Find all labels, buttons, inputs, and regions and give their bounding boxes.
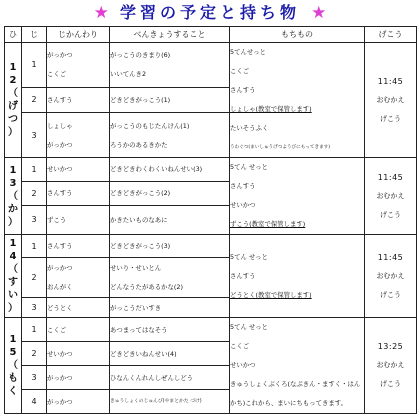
subject-cell: せいかつ bbox=[47, 342, 110, 366]
table-row bbox=[5, 235, 417, 258]
header-activity: べんきょうすること bbox=[110, 27, 230, 43]
subject-cell: こくご bbox=[47, 318, 110, 342]
period-cell: 2 bbox=[22, 181, 47, 205]
subject-cell: がっかつ bbox=[47, 390, 110, 414]
table-row bbox=[5, 158, 417, 182]
header-period: じ bbox=[22, 27, 47, 43]
title-text: 学習の予定と持ち物 bbox=[119, 3, 300, 22]
schedule-table bbox=[4, 26, 417, 414]
items-cell: 5てん せっと こくご せいかつ きゅうしょくぶくろ(なぷきん・ますく・はん かち)これから、まいにちもってきます。 bbox=[230, 318, 365, 414]
day-cell: 1 4 （ す い ） bbox=[5, 235, 22, 318]
subject-cell: がっかつ こくご bbox=[47, 43, 110, 88]
items-cell: 5てん せっと さんすう せいかつ ずこう(教室で保管します) bbox=[230, 158, 365, 235]
activity-cell: かきたいものなあに bbox=[110, 205, 230, 234]
subject-cell: しょしゃ がっかつ bbox=[47, 113, 110, 158]
subject-cell: さんすう bbox=[47, 235, 110, 258]
period-cell: 2 bbox=[22, 342, 47, 366]
period-cell: 1 bbox=[22, 158, 47, 182]
period-cell: 3 bbox=[22, 298, 47, 318]
activity-cell: どきどきがっこう(2) bbox=[110, 181, 230, 205]
activity-cell: がっこうのきまり(6) いいてんき2 bbox=[110, 43, 230, 88]
activity-cell: がっこうのもじたんけん(1) ろうかのあるきかた bbox=[110, 113, 230, 158]
star-icon: ★ bbox=[311, 3, 327, 23]
home-cell: 13:25 おむかえ げこう bbox=[365, 318, 417, 414]
header-day: ひ bbox=[5, 27, 22, 43]
home-cell: 11:45 おむかえ げこう bbox=[365, 158, 417, 235]
period-cell: 3 bbox=[22, 366, 47, 390]
day-cell: 1 5 （ も く bbox=[5, 318, 22, 414]
subject-cell: がっかつ bbox=[47, 366, 110, 390]
activity-cell: どきどきわくわくいねんせい(3) bbox=[110, 158, 230, 182]
subject-cell: ずこう bbox=[47, 205, 110, 234]
items-cell: 5てんせっと こくご さんすう しょしゃ(教室で保管します) たいそうふく うわぐつ(まいしゅうげつようびにもってきます) bbox=[230, 43, 365, 158]
activity-cell: せいり・せいとん どんなうたがあるかな(2) bbox=[110, 258, 230, 298]
table-row bbox=[5, 43, 417, 88]
subject-cell: せいかつ bbox=[47, 158, 110, 182]
table-row bbox=[5, 318, 417, 342]
header-home: げこう bbox=[365, 27, 417, 43]
home-cell: 11:45 おむかえ げこう bbox=[365, 43, 417, 158]
header-items: もちもの bbox=[230, 27, 365, 43]
star-icon: ★ bbox=[93, 3, 109, 23]
page-title bbox=[0, 0, 420, 26]
activity-cell: あつまってはなそう bbox=[110, 318, 230, 342]
activity-cell: きゅうしょくのじゅんび(やまとかた づけ) bbox=[110, 390, 230, 414]
period-cell: 1 bbox=[22, 235, 47, 258]
period-cell: 3 bbox=[22, 205, 47, 234]
period-cell: 3 bbox=[22, 113, 47, 158]
period-cell: 2 bbox=[22, 258, 47, 298]
home-cell: 11:45 おむかえ げこう bbox=[365, 235, 417, 318]
activity-cell: ひなんくんれんしぜんしどう bbox=[110, 366, 230, 390]
header-subject: じかんわり bbox=[47, 27, 110, 43]
period-cell: 1 bbox=[22, 43, 47, 88]
period-cell: 2 bbox=[22, 87, 47, 113]
day-cell: 1 3 （ か ） bbox=[5, 158, 22, 235]
activity-cell: どきどきいねんせい(4) bbox=[110, 342, 230, 366]
subject-cell: さんすう bbox=[47, 181, 110, 205]
header-row bbox=[5, 27, 417, 43]
activity-cell: どきどきがっこう(1) bbox=[110, 87, 230, 113]
subject-cell: どうとく bbox=[47, 298, 110, 318]
day-cell: 1 2 （ げ つ ） bbox=[5, 43, 22, 158]
subject-cell: がっかつ おんがく bbox=[47, 258, 110, 298]
items-cell: 5てん せっと さんすう どうとく(教室で保管します) bbox=[230, 235, 365, 318]
activity-cell: がっこうだいすき bbox=[110, 298, 230, 318]
subject-cell: さんすう bbox=[47, 87, 110, 113]
period-cell: 1 bbox=[22, 318, 47, 342]
period-cell: 4 bbox=[22, 390, 47, 414]
activity-cell: どきどきがっこう(3) bbox=[110, 235, 230, 258]
